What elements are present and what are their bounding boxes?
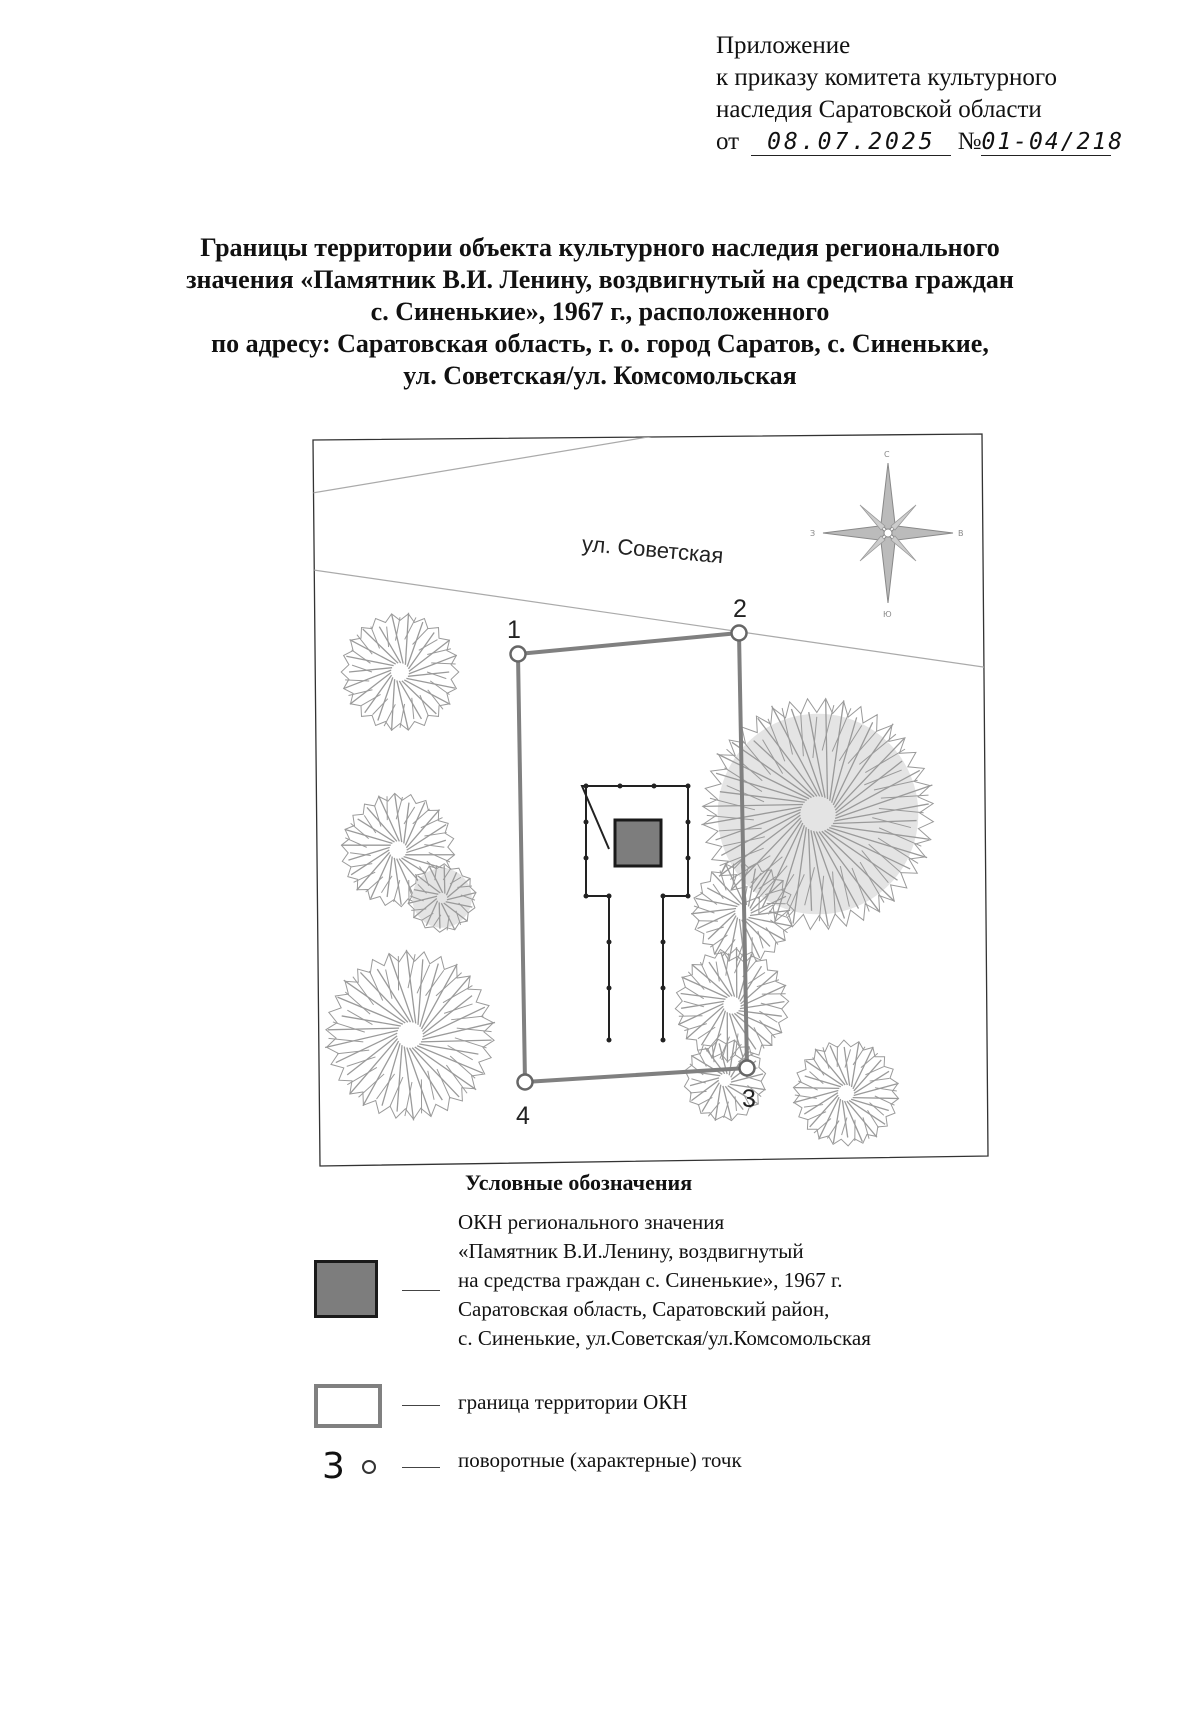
compass-n: С <box>884 450 890 459</box>
legend-okn-line-3: на средства граждан с. Синенькие», 1967 г. <box>458 1268 843 1292</box>
legend-point-number: 3 <box>322 1446 345 1487</box>
appendix-line-3: наследия Саратовской области <box>716 96 1042 123</box>
turning-point-4 <box>518 1075 533 1090</box>
monument-square <box>615 820 661 866</box>
title-line-1: Границы территории объекта культурного наследия регионального <box>200 233 1000 262</box>
point-label-3: 3 <box>742 1085 756 1113</box>
number-label: № <box>957 128 982 155</box>
turning-point-1 <box>511 647 526 662</box>
compass-e: В <box>958 529 964 538</box>
legend-point-circle-icon <box>362 1460 376 1474</box>
title-line-4: по адресу: Саратовская область, г. о. город Саратов, с. Синенькие, <box>211 329 989 358</box>
from-label: от <box>716 128 740 155</box>
legend-dash-okn <box>402 1290 440 1291</box>
turning-point-3 <box>740 1061 755 1076</box>
legend-okn-line-5: с. Синенькие, ул.Советская/ул.Комсомольская <box>458 1326 871 1350</box>
point-label-4: 4 <box>516 1102 530 1130</box>
legend-okn-text <box>458 1208 871 1353</box>
legend-dash-border <box>402 1405 440 1406</box>
legend-points-text: поворотные (характерные) точк <box>458 1448 742 1472</box>
turning-point-2 <box>732 626 747 641</box>
title-line-5: ул. Советская/ул. Комсомольская <box>403 361 797 390</box>
legend-border-text: граница территории ОКН <box>458 1390 688 1414</box>
legend-okn-line-4: Саратовская область, Саратовский район, <box>458 1297 830 1321</box>
order-date: 08.07.2025 <box>751 129 951 156</box>
legend-border-swatch <box>314 1384 382 1428</box>
legend-title: Условные обозначения <box>465 1170 693 1195</box>
compass-s: Ю <box>883 610 892 619</box>
compass-w: З <box>810 529 816 538</box>
appendix-line-2: к приказу комитета культурного <box>716 64 1058 91</box>
street-label: ул. Советская <box>580 530 725 569</box>
title-line-3: с. Синенькие», 1967 г., расположенного <box>370 297 830 326</box>
order-number: 01-04/218 <box>981 129 1125 155</box>
legend-dash-points <box>402 1467 440 1468</box>
title-line-2: значения «Памятник В.И. Ленину, воздвигнутый на средства граждан <box>186 265 1014 294</box>
legend-okn-line-1: ОКН регионального значения <box>458 1210 725 1234</box>
legend-okn-line-2: «Памятник В.И.Ленину, воздвигнутый <box>458 1239 804 1263</box>
point-label-2: 2 <box>733 595 747 623</box>
point-label-1: 1 <box>507 616 521 644</box>
legend-okn-swatch <box>314 1260 378 1318</box>
appendix-line-1: Приложение <box>716 32 851 59</box>
